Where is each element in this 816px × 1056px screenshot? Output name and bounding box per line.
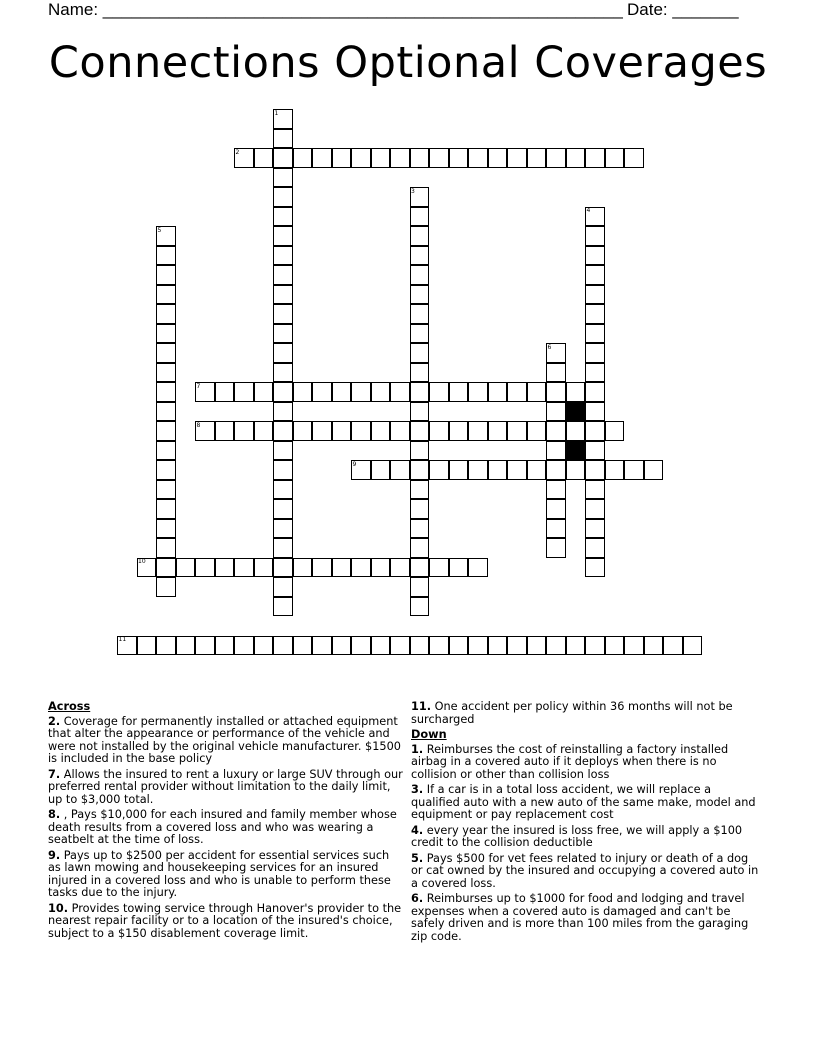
crossword-cell[interactable] bbox=[273, 597, 293, 617]
crossword-cell[interactable] bbox=[449, 148, 469, 168]
crossword-cell[interactable] bbox=[585, 343, 605, 363]
crossword-cell[interactable] bbox=[585, 480, 605, 500]
crossword-cell[interactable] bbox=[371, 421, 391, 441]
crossword-cell[interactable] bbox=[234, 382, 254, 402]
crossword-cell[interactable] bbox=[585, 246, 605, 266]
crossword-cell[interactable] bbox=[273, 382, 293, 402]
clue-text: Pays up to $2500 per accident for essential services such as lawn mowing and housekeeping services for an insured injured in a covered loss and who is unable to perform these tasks due to the injury. bbox=[48, 848, 391, 899]
crossword-cell[interactable] bbox=[429, 460, 449, 480]
crossword-cell[interactable] bbox=[546, 499, 566, 519]
cell-number: 3 bbox=[411, 187, 415, 195]
crossword-cell[interactable] bbox=[527, 460, 547, 480]
crossword-cell[interactable] bbox=[273, 265, 293, 285]
down-clue-4 bbox=[411, 825, 763, 850]
crossword-cell[interactable] bbox=[585, 382, 605, 402]
crossword-cell[interactable] bbox=[507, 421, 527, 441]
crossword-cell[interactable] bbox=[624, 460, 644, 480]
crossword-cell[interactable] bbox=[527, 382, 547, 402]
crossword-cell[interactable] bbox=[332, 148, 352, 168]
crossword-cell[interactable] bbox=[585, 441, 605, 461]
crossword-cell[interactable] bbox=[546, 636, 566, 656]
crossword-cell[interactable] bbox=[351, 558, 371, 578]
across-clue-11 bbox=[411, 701, 763, 726]
crossword-cell[interactable] bbox=[293, 636, 313, 656]
clues-right-column bbox=[411, 701, 763, 946]
blocked-cell bbox=[566, 402, 586, 422]
clue-text: , Pays $10,000 for each insured and family member whose death results from a covered loss and who was wearing a seatbelt at the time of loss. bbox=[48, 808, 397, 846]
crossword-cell[interactable] bbox=[254, 148, 274, 168]
crossword-cell[interactable] bbox=[410, 499, 430, 519]
crossword-cell[interactable] bbox=[273, 343, 293, 363]
crossword-cell[interactable] bbox=[410, 421, 430, 441]
crossword-cell[interactable] bbox=[390, 382, 410, 402]
clue-number: 9. bbox=[48, 848, 61, 862]
clue-number: 5. bbox=[411, 851, 424, 865]
clues-left-column bbox=[48, 701, 404, 943]
crossword-cell[interactable] bbox=[527, 421, 547, 441]
crossword-cell[interactable] bbox=[273, 148, 293, 168]
clue-text: Provides towing service through Hanover's provider to the nearest repair facility or to a location of the insured's choice, subject to a $150 disablement coverage limit. bbox=[48, 901, 402, 940]
crossword-cell[interactable] bbox=[273, 187, 293, 207]
crossword-cell[interactable] bbox=[449, 382, 469, 402]
down-clue-5 bbox=[411, 853, 763, 891]
crossword-cell[interactable] bbox=[468, 421, 488, 441]
across-clue-8 bbox=[48, 809, 404, 847]
crossword-cell[interactable] bbox=[527, 148, 547, 168]
page-title: Connections Optional Coverages bbox=[48, 38, 768, 88]
crossword-cell[interactable] bbox=[156, 538, 176, 558]
crossword-cell[interactable] bbox=[273, 285, 293, 305]
crossword-cell[interactable] bbox=[273, 168, 293, 188]
crossword-cell[interactable] bbox=[468, 382, 488, 402]
crossword-cell[interactable] bbox=[624, 636, 644, 656]
cell-number: 10 bbox=[138, 558, 146, 565]
crossword-cell[interactable] bbox=[585, 265, 605, 285]
crossword-cell[interactable] bbox=[468, 558, 488, 578]
crossword-cell[interactable] bbox=[371, 558, 391, 578]
crossword-cell[interactable] bbox=[585, 460, 605, 480]
cell-number: 11 bbox=[118, 636, 127, 643]
crossword-cell[interactable] bbox=[585, 363, 605, 383]
cell-number: 6 bbox=[547, 343, 552, 351]
crossword-cell[interactable] bbox=[585, 558, 605, 578]
crossword-cell[interactable] bbox=[273, 538, 293, 558]
date-field-label: Date: _______ bbox=[627, 0, 739, 19]
crossword-cell[interactable] bbox=[273, 246, 293, 266]
clue-number: 2. bbox=[48, 714, 61, 728]
clue-number: 7. bbox=[48, 767, 61, 781]
crossword-cell[interactable] bbox=[683, 636, 703, 656]
crossword-cell[interactable] bbox=[273, 499, 293, 519]
crossword-cell[interactable] bbox=[371, 148, 391, 168]
crossword-cell[interactable] bbox=[644, 636, 664, 656]
crossword-cell[interactable] bbox=[585, 519, 605, 539]
crossword-cell[interactable] bbox=[566, 636, 586, 656]
crossword-cell[interactable] bbox=[644, 460, 664, 480]
crossword-cell[interactable] bbox=[390, 558, 410, 578]
crossword-cell[interactable] bbox=[585, 421, 605, 441]
crossword-cell[interactable] bbox=[410, 324, 430, 344]
crossword-cell[interactable] bbox=[215, 558, 235, 578]
crossword-cell[interactable] bbox=[195, 558, 215, 578]
crossword-cell[interactable] bbox=[195, 636, 215, 656]
crossword-cell[interactable] bbox=[585, 285, 605, 305]
clue-number: 4. bbox=[411, 823, 424, 837]
crossword-cell[interactable] bbox=[585, 636, 605, 656]
crossword-cell[interactable] bbox=[410, 363, 430, 383]
crossword-cell[interactable] bbox=[273, 421, 293, 441]
crossword-cell[interactable] bbox=[488, 382, 508, 402]
clue-number: 10. bbox=[48, 901, 69, 915]
crossword-cell[interactable] bbox=[273, 207, 293, 227]
crossword-cell[interactable] bbox=[605, 148, 625, 168]
crossword-cell[interactable] bbox=[410, 558, 430, 578]
crossword-cell[interactable] bbox=[273, 226, 293, 246]
crossword-cell[interactable] bbox=[293, 382, 313, 402]
crossword-cell[interactable] bbox=[156, 421, 176, 441]
crossword-cell[interactable] bbox=[351, 382, 371, 402]
clue-text: If a car is in a total loss accident, we will replace a qualified auto with a new auto of the same make, model and equipment or pay replacement cost bbox=[411, 783, 756, 821]
crossword-cell[interactable] bbox=[156, 246, 176, 266]
crossword-cell[interactable] bbox=[585, 304, 605, 324]
crossword-cell[interactable] bbox=[273, 324, 293, 344]
crossword-cell[interactable] bbox=[410, 519, 430, 539]
clue-text: Reimburses up to $1000 for food and lodging and travel expenses when a covered auto is damaged and can't be safely driven and is more than 100 miles from the garaging zip code. bbox=[411, 892, 749, 943]
down-clue-6 bbox=[411, 893, 763, 943]
down-heading: Down bbox=[411, 728, 447, 741]
crossword-cell[interactable] bbox=[507, 460, 527, 480]
crossword-cell[interactable] bbox=[410, 246, 430, 266]
crossword-cell[interactable] bbox=[273, 558, 293, 578]
crossword-cell[interactable] bbox=[371, 460, 391, 480]
crossword-cell[interactable] bbox=[293, 421, 313, 441]
cell-number: 2 bbox=[235, 148, 240, 156]
crossword-cell[interactable] bbox=[156, 499, 176, 519]
name-field-label: Name: _______________________________________________________ bbox=[48, 0, 623, 19]
crossword-cell[interactable] bbox=[507, 636, 527, 656]
crossword-cell[interactable] bbox=[605, 636, 625, 656]
crossword-cell[interactable] bbox=[156, 343, 176, 363]
crossword-cell[interactable] bbox=[176, 558, 196, 578]
crossword-cell[interactable] bbox=[624, 148, 644, 168]
clue-text: Coverage for permanently installed or attached equipment that alter the appearance or performance of the vehicle and were not installed by the original vehicle manufacturer. $1500 is included in the base policy bbox=[48, 714, 401, 765]
crossword-cell[interactable] bbox=[156, 382, 176, 402]
crossword-cell[interactable] bbox=[585, 226, 605, 246]
crossword-cell[interactable] bbox=[137, 636, 157, 656]
crossword-cell[interactable] bbox=[156, 265, 176, 285]
down-clue-1 bbox=[411, 744, 763, 782]
crossword-cell[interactable] bbox=[254, 382, 274, 402]
crossword-cell[interactable] bbox=[585, 324, 605, 344]
crossword-cell[interactable] bbox=[156, 558, 176, 578]
clue-number: 11. bbox=[411, 700, 432, 713]
clue-number: 6. bbox=[411, 892, 424, 905]
crossword-cell[interactable] bbox=[410, 226, 430, 246]
crossword-cell[interactable] bbox=[312, 421, 332, 441]
crossword-cell[interactable] bbox=[546, 519, 566, 539]
cell-number: 8 bbox=[196, 421, 201, 429]
crossword-cell[interactable] bbox=[585, 538, 605, 558]
crossword-cell[interactable] bbox=[410, 265, 430, 285]
crossword-cell[interactable] bbox=[566, 460, 586, 480]
crossword-cell[interactable] bbox=[312, 382, 332, 402]
clue-number: 8. bbox=[48, 808, 61, 821]
crossword-cell[interactable] bbox=[156, 304, 176, 324]
crossword-cell[interactable] bbox=[273, 460, 293, 480]
crossword-cell[interactable] bbox=[234, 558, 254, 578]
down-clue-3 bbox=[411, 784, 763, 822]
crossword-cell[interactable] bbox=[566, 382, 586, 402]
crossword-cell[interactable] bbox=[546, 460, 566, 480]
crossword-cell[interactable] bbox=[410, 460, 430, 480]
crossword-cell[interactable] bbox=[156, 577, 176, 597]
crossword-cell[interactable] bbox=[410, 538, 430, 558]
crossword-cell[interactable] bbox=[273, 577, 293, 597]
clue-number: 3. bbox=[411, 783, 424, 796]
crossword-cell[interactable] bbox=[546, 480, 566, 500]
crossword-cell[interactable] bbox=[429, 636, 449, 656]
crossword-cell[interactable] bbox=[156, 636, 176, 656]
crossword-cell[interactable] bbox=[176, 636, 196, 656]
crossword-cell[interactable] bbox=[410, 148, 430, 168]
crossword-cell[interactable] bbox=[410, 285, 430, 305]
crossword-cell[interactable] bbox=[215, 421, 235, 441]
crossword-cell[interactable] bbox=[156, 324, 176, 344]
crossword-cell[interactable] bbox=[156, 402, 176, 422]
crossword-cell[interactable] bbox=[546, 402, 566, 422]
crossword-cell[interactable] bbox=[410, 304, 430, 324]
cell-number: 5 bbox=[157, 226, 162, 234]
crossword-cell[interactable] bbox=[449, 558, 469, 578]
crossword-cell[interactable] bbox=[468, 636, 488, 656]
crossword-cell[interactable] bbox=[234, 636, 254, 656]
crossword-cell[interactable] bbox=[410, 402, 430, 422]
crossword-cell[interactable] bbox=[410, 343, 430, 363]
clue-number: 1. bbox=[411, 742, 424, 756]
crossword-cell[interactable] bbox=[429, 148, 449, 168]
crossword-cell[interactable] bbox=[507, 382, 527, 402]
crossword-cell[interactable] bbox=[429, 421, 449, 441]
across-clue-2 bbox=[48, 716, 404, 766]
crossword-cell[interactable] bbox=[156, 441, 176, 461]
crossword-cell[interactable] bbox=[449, 636, 469, 656]
crossword-cell[interactable] bbox=[312, 636, 332, 656]
crossword-cell[interactable] bbox=[254, 558, 274, 578]
crossword-cell[interactable] bbox=[293, 148, 313, 168]
crossword-cell[interactable] bbox=[273, 441, 293, 461]
crossword-cell[interactable] bbox=[293, 558, 313, 578]
crossword-cell[interactable] bbox=[332, 421, 352, 441]
crossword-cell[interactable] bbox=[156, 363, 176, 383]
crossword-cell[interactable] bbox=[156, 519, 176, 539]
crossword-cell[interactable] bbox=[273, 304, 293, 324]
crossword-cell[interactable] bbox=[488, 460, 508, 480]
crossword-cell[interactable] bbox=[390, 148, 410, 168]
crossword-cell[interactable] bbox=[449, 421, 469, 441]
crossword-cell[interactable] bbox=[585, 402, 605, 422]
crossword-cell[interactable] bbox=[410, 577, 430, 597]
crossword-cell[interactable] bbox=[488, 148, 508, 168]
crossword-cell[interactable] bbox=[273, 129, 293, 149]
crossword-cell[interactable] bbox=[410, 382, 430, 402]
crossword-cell[interactable] bbox=[488, 636, 508, 656]
clue-text: every year the insured is loss free, we will apply a $100 credit to the collision deductible bbox=[411, 823, 743, 849]
crossword-cell[interactable] bbox=[312, 558, 332, 578]
crossword-cell[interactable] bbox=[449, 460, 469, 480]
crossword-cell[interactable] bbox=[566, 148, 586, 168]
crossword-cell[interactable] bbox=[273, 636, 293, 656]
crossword-cell[interactable] bbox=[390, 636, 410, 656]
crossword-cell[interactable] bbox=[273, 519, 293, 539]
across-clue-7 bbox=[48, 769, 404, 807]
crossword-cell[interactable] bbox=[410, 207, 430, 227]
crossword-cell[interactable] bbox=[156, 480, 176, 500]
crossword-cell[interactable] bbox=[410, 441, 430, 461]
cell-number: 1 bbox=[274, 109, 279, 117]
crossword-cell[interactable] bbox=[468, 148, 488, 168]
crossword-cell[interactable] bbox=[605, 421, 625, 441]
crossword-cell[interactable] bbox=[273, 480, 293, 500]
crossword-cell[interactable] bbox=[585, 499, 605, 519]
crossword-cell[interactable] bbox=[351, 636, 371, 656]
crossword-cell[interactable] bbox=[390, 460, 410, 480]
crossword-cell[interactable] bbox=[546, 382, 566, 402]
crossword-cell[interactable] bbox=[585, 148, 605, 168]
crossword-cell[interactable] bbox=[156, 460, 176, 480]
clue-text: One accident per policy within 36 months will not be surcharged bbox=[411, 700, 733, 726]
across-heading: Across bbox=[48, 700, 91, 713]
crossword-cell[interactable] bbox=[332, 558, 352, 578]
crossword-cell[interactable] bbox=[546, 148, 566, 168]
across-clue-10 bbox=[48, 903, 404, 941]
crossword-cell[interactable] bbox=[332, 382, 352, 402]
crossword-cell[interactable] bbox=[254, 636, 274, 656]
crossword-cell[interactable] bbox=[410, 480, 430, 500]
cell-number: 4 bbox=[586, 207, 591, 214]
crossword-cell[interactable] bbox=[429, 382, 449, 402]
crossword-cell[interactable] bbox=[546, 363, 566, 383]
crossword-cell[interactable] bbox=[566, 421, 586, 441]
crossword-cell[interactable] bbox=[390, 421, 410, 441]
crossword-cell[interactable] bbox=[546, 441, 566, 461]
crossword-cell[interactable] bbox=[351, 421, 371, 441]
crossword-cell[interactable] bbox=[234, 421, 254, 441]
crossword-cell[interactable] bbox=[273, 402, 293, 422]
crossword-cell[interactable] bbox=[663, 636, 683, 656]
crossword-cell[interactable] bbox=[351, 148, 371, 168]
crossword-cell[interactable] bbox=[605, 460, 625, 480]
crossword-cell[interactable] bbox=[215, 636, 235, 656]
clue-text: Reimburses the cost of reinstalling a factory installed airbag in a covered auto if it deploys when there is no collision or other than collision loss bbox=[411, 742, 729, 781]
crossword-cell[interactable] bbox=[371, 636, 391, 656]
clue-text: Allows the insured to rent a luxury or large SUV through our preferred rental provider without limitation to the daily limit, up to $3,000 total. bbox=[48, 767, 403, 806]
crossword-cell[interactable] bbox=[410, 636, 430, 656]
cell-number: 7 bbox=[196, 382, 201, 390]
crossword-cell[interactable] bbox=[371, 382, 391, 402]
crossword-cell[interactable] bbox=[312, 148, 332, 168]
crossword-cell[interactable] bbox=[468, 460, 488, 480]
crossword-cell[interactable] bbox=[410, 597, 430, 617]
clue-text: Pays $500 for vet fees related to injury or death of a dog or cat owned by the insured and occupying a covered auto in a covered loss. bbox=[411, 851, 759, 890]
crossword-cell[interactable] bbox=[546, 538, 566, 558]
crossword-cell[interactable] bbox=[488, 421, 508, 441]
cell-number: 9 bbox=[352, 460, 357, 468]
crossword-cell[interactable] bbox=[254, 421, 274, 441]
crossword-cell[interactable] bbox=[156, 285, 176, 305]
crossword-cell[interactable] bbox=[332, 636, 352, 656]
crossword-cell[interactable] bbox=[546, 421, 566, 441]
crossword-cell[interactable] bbox=[507, 148, 527, 168]
crossword-cell[interactable] bbox=[215, 382, 235, 402]
crossword-cell[interactable] bbox=[429, 558, 449, 578]
crossword-cell[interactable] bbox=[527, 636, 547, 656]
blocked-cell bbox=[566, 441, 586, 461]
across-clue-9 bbox=[48, 850, 404, 900]
crossword-cell[interactable] bbox=[273, 363, 293, 383]
